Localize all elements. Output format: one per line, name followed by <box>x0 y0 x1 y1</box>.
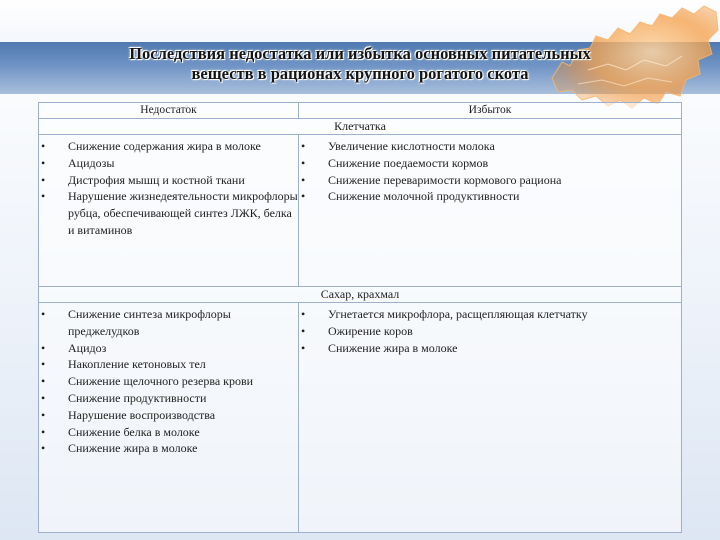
list-item: • Снижение синтеза микрофлоры преджелудков <box>39 306 298 340</box>
slide-title-line-1: Последствия недостатка или избытка основных питательных <box>129 44 591 63</box>
list-item: • Дистрофия мышц и костной ткани <box>39 172 298 189</box>
list-item: • Снижение переваримости кормового рациона <box>299 172 681 189</box>
list-item: • Снижение жира в молоке <box>39 440 298 457</box>
list-item: • Снижение жира в молоке <box>299 340 681 357</box>
sugar-deficit-list <box>39 303 298 457</box>
section-row <box>39 287 682 303</box>
slide-title-line-2: веществ в рационах крупного рогатого скота <box>191 64 529 83</box>
list-item: • Снижение поедаемости кормов <box>299 155 681 172</box>
list-item: • Ацидозы <box>39 155 298 172</box>
list-item: • Снижение молочной продуктивности <box>299 188 681 205</box>
list-item: • Снижение содержания жира в молоке <box>39 138 298 155</box>
section-header-sugar-starch: Сахар, крахмал <box>39 287 682 303</box>
list-item: • Снижение продуктивности <box>39 390 298 407</box>
column-header-deficit: Недостаток <box>39 103 299 119</box>
sugar-deficit-cell <box>39 303 299 533</box>
list-item: • Снижение щелочного резерва крови <box>39 373 298 390</box>
list-item: • Ожирение коров <box>299 323 681 340</box>
section-row <box>39 119 682 135</box>
table-row <box>39 303 682 533</box>
list-item: • Накопление кетоновых тел <box>39 356 298 373</box>
nutrients-table <box>38 102 682 533</box>
list-item: • Увеличение кислотности молока <box>299 138 681 155</box>
list-item: • Нарушение жизнедеятельности микрофлоры рубца, обеспечивающей синтез ЛЖК, белка и витаминов <box>39 188 298 238</box>
table-header-row <box>39 103 682 119</box>
table-row <box>39 135 682 287</box>
list-item: • Ацидоз <box>39 340 298 357</box>
list-item: • Нарушение воспроизводства <box>39 407 298 424</box>
fiber-deficit-list <box>39 135 298 239</box>
slide-title <box>40 44 680 84</box>
fiber-excess-list <box>299 135 681 205</box>
fiber-excess-cell <box>299 135 682 287</box>
sugar-excess-list <box>299 303 681 356</box>
section-header-fiber: Клетчатка <box>39 119 682 135</box>
fiber-deficit-cell <box>39 135 299 287</box>
list-item: • Угнетается микрофлора, расщепляющая клетчатку <box>299 306 681 323</box>
list-item: • Снижение белка в молоке <box>39 424 298 441</box>
sugar-excess-cell <box>299 303 682 533</box>
column-header-excess: Избыток <box>299 103 682 119</box>
